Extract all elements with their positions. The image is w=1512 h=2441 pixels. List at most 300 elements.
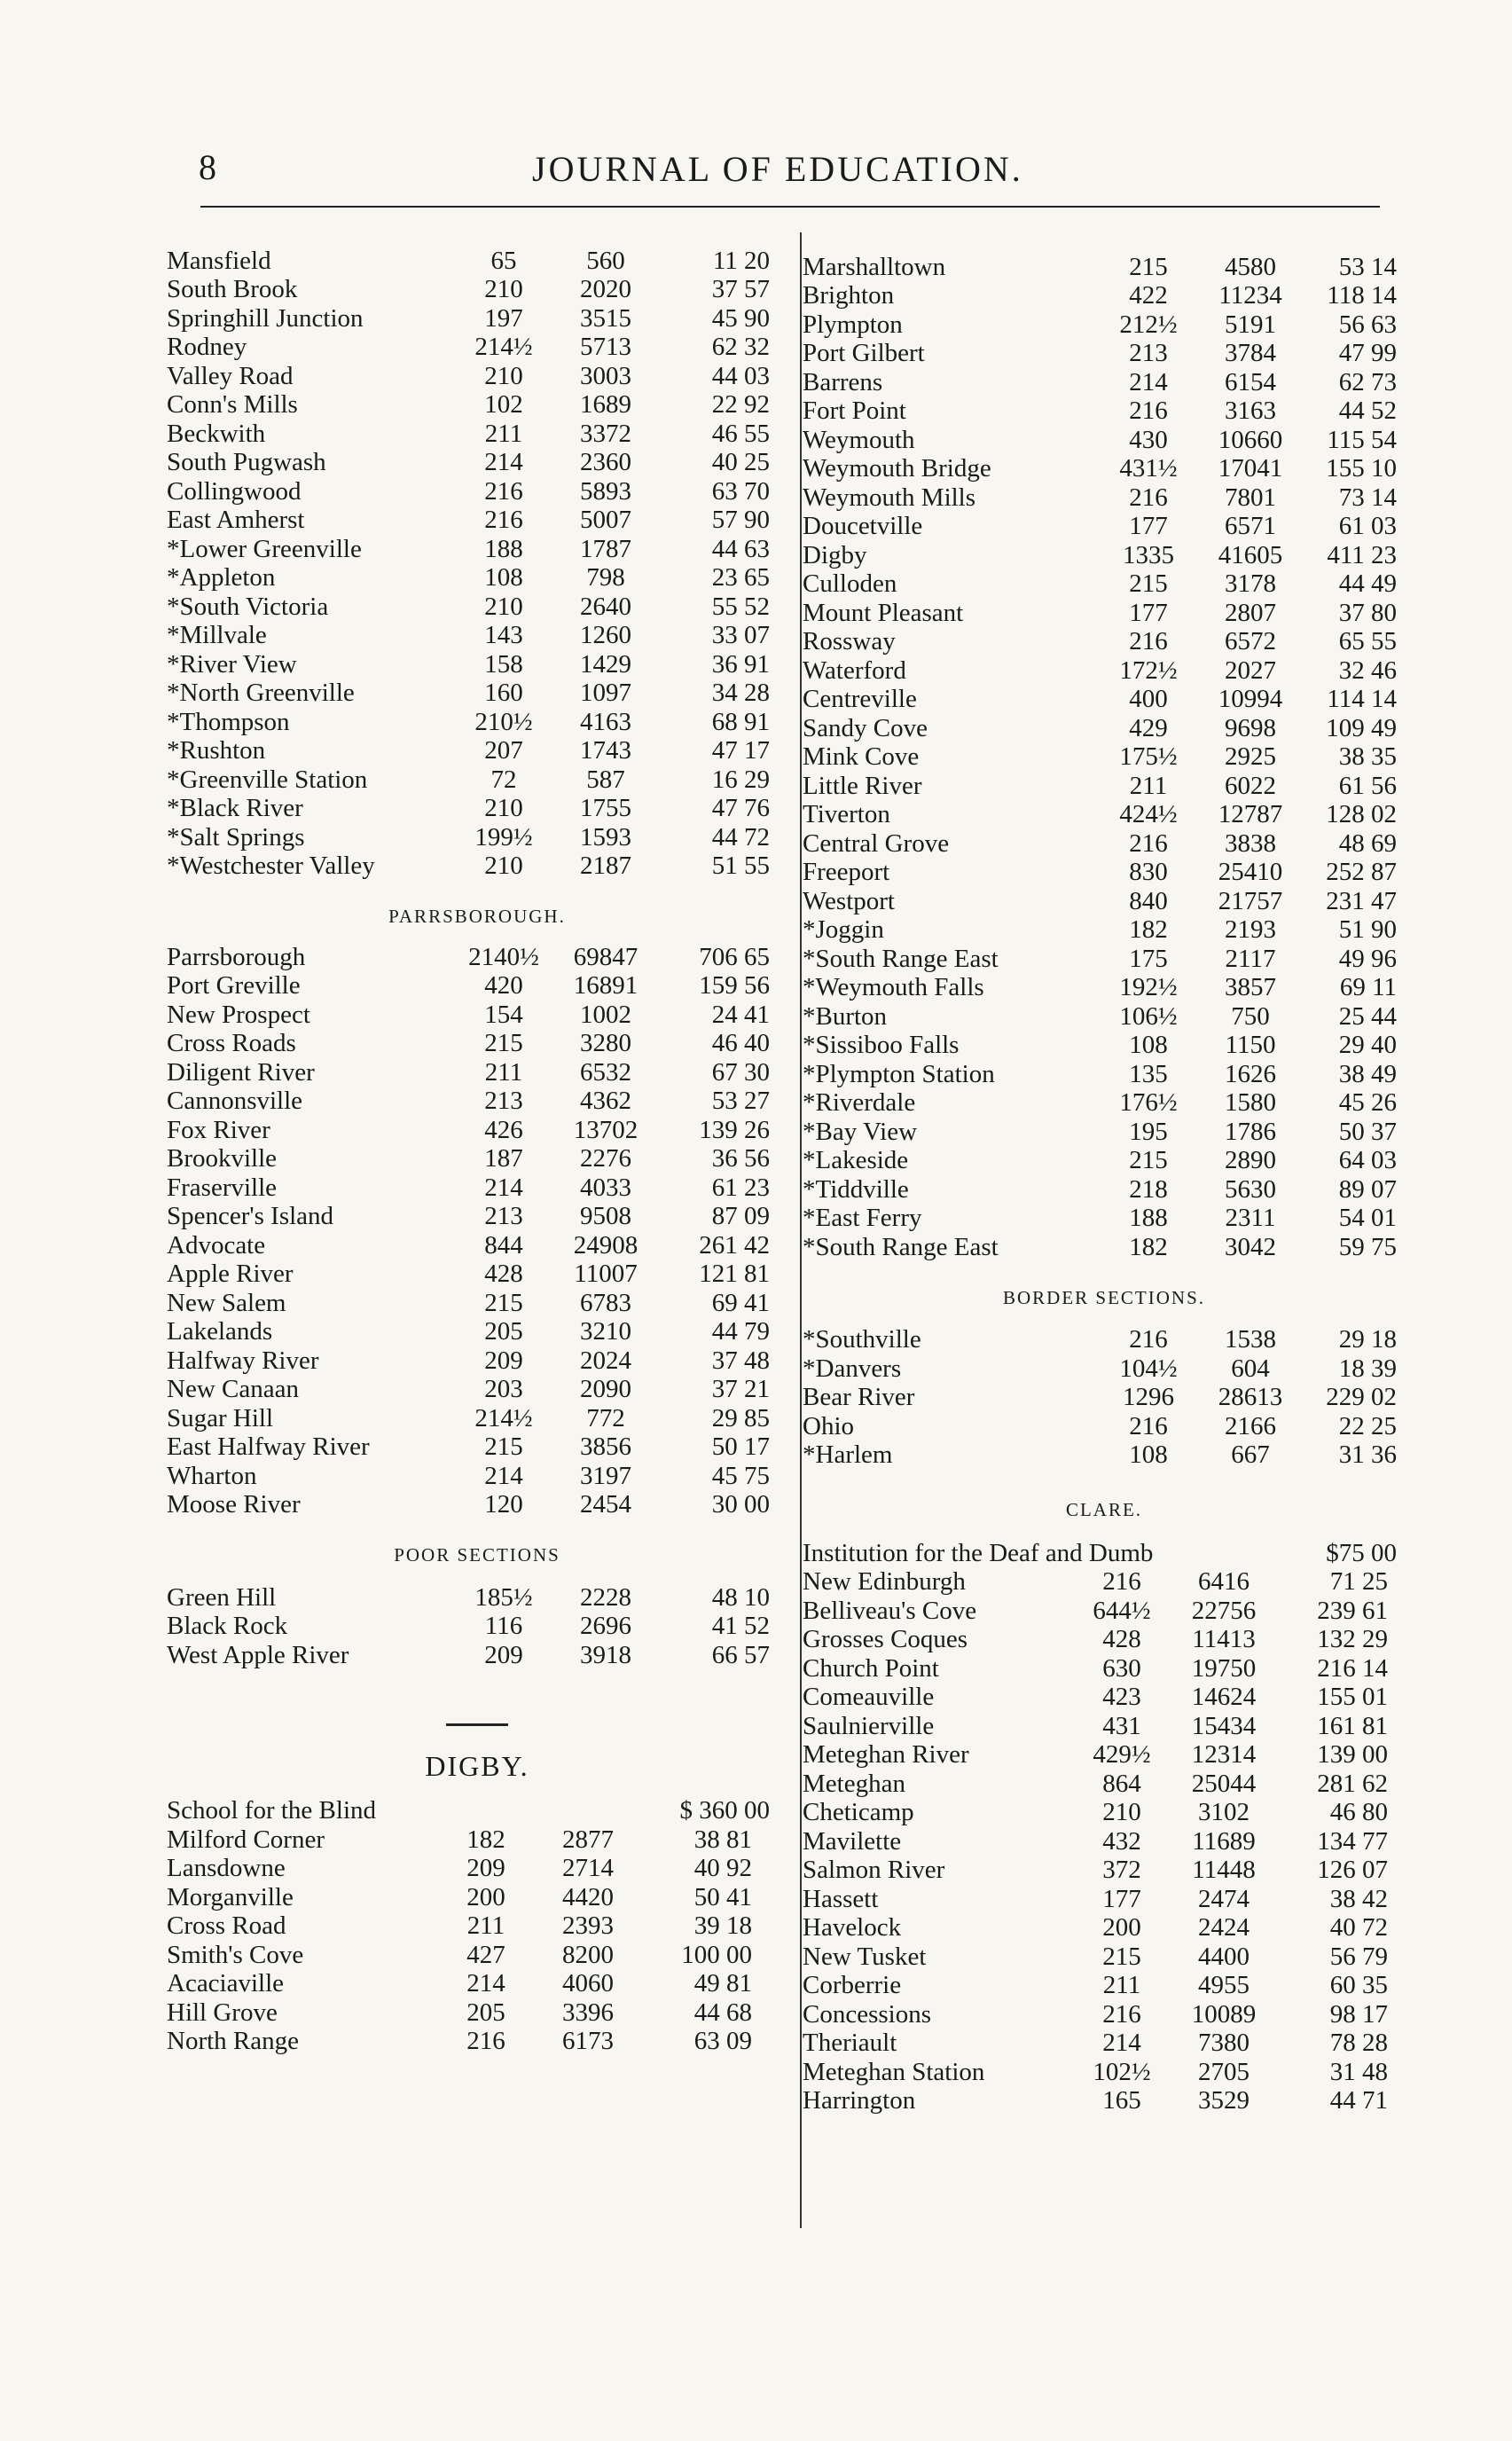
table-row [803, 1914, 1406, 1943]
row-name: New Canaan [167, 1375, 299, 1404]
table-row [167, 1462, 787, 1491]
row-value-2: 13702 [573, 1115, 638, 1144]
row-name: Waterford [803, 655, 906, 685]
row-name: Hill Grove [167, 1998, 278, 2027]
table-row [167, 247, 787, 276]
row-name: Weymouth Mills [803, 483, 976, 512]
row-value-3: 25 44 [1338, 1001, 1397, 1031]
row-value-2: 3838 [1225, 828, 1276, 858]
table-row [167, 1376, 787, 1405]
table-row [803, 1060, 1406, 1089]
row-name: *Lakeside [803, 1146, 909, 1175]
row-value-1: 372 [1102, 1856, 1141, 1885]
row-value-3: 100 00 [681, 1940, 752, 1969]
row-value-1: 177 [1129, 598, 1168, 627]
row-value-1: 210 [484, 275, 523, 304]
row-value-2: 3529 [1198, 2086, 1250, 2115]
table-row [167, 304, 787, 334]
row-value-2: 15434 [1191, 1711, 1257, 1740]
row-name: *Westchester Valley [167, 852, 375, 881]
table-row [803, 714, 1406, 743]
row-value-3: 44 71 [1329, 2086, 1388, 2115]
row-value-3: 63 09 [693, 2027, 752, 2056]
table-row [167, 391, 787, 420]
row-value-3: 45 90 [711, 303, 770, 333]
row-value-1: 2140½ [468, 942, 539, 971]
row-name: Central Grove [803, 828, 950, 858]
row-value-3: 87 09 [711, 1202, 770, 1231]
row-name: Barrens [803, 367, 883, 396]
row-value-1: 427 [466, 1940, 505, 1969]
row-value-3: 47 99 [1338, 339, 1397, 368]
row-value-1: 430 [1129, 425, 1168, 454]
row-name: Valley Road [167, 361, 294, 390]
row-value-3: 46 40 [711, 1029, 770, 1058]
row-name: New Tusket [803, 1942, 927, 1971]
row-value-3: 155 01 [1317, 1683, 1388, 1712]
row-name: *North Greenville [167, 679, 355, 708]
row-value-2: 6154 [1225, 367, 1276, 396]
row-value-2: 560 [586, 246, 625, 275]
row-value-3: 64 03 [1338, 1146, 1397, 1175]
row-value-3: 24 41 [711, 1000, 770, 1029]
table-row [803, 1741, 1406, 1770]
table-row [167, 477, 787, 506]
row-value-3: 50 17 [711, 1432, 770, 1462]
row-value-1: 210 [484, 852, 523, 881]
table-row [167, 535, 787, 564]
row-value-1: 135 [1129, 1059, 1168, 1088]
page-header [0, 146, 1512, 200]
row-value-3: 37 57 [711, 275, 770, 304]
row-name: *Harlem [803, 1440, 893, 1470]
row-value-2: 1580 [1225, 1088, 1276, 1118]
row-value-1: 209 [484, 1640, 523, 1669]
table-row [167, 943, 787, 972]
row-value-1: 214 [484, 448, 523, 477]
poor-sections-heading: POOR SECTIONS [394, 1544, 560, 1566]
row-name: *Weymouth Falls [803, 973, 984, 1002]
row-name: Church Point [803, 1653, 939, 1683]
table-row [167, 1116, 787, 1145]
row-value-2: 11413 [1192, 1625, 1256, 1654]
row-value-3: 49 96 [1338, 944, 1397, 973]
row-value-2: 798 [586, 563, 625, 593]
row-value-2: 2714 [562, 1854, 614, 1883]
row-name: Green Hill [167, 1582, 277, 1612]
row-value-3: 59 75 [1338, 1232, 1397, 1261]
row-value-1: 211 [484, 419, 523, 448]
row-value-3: 61 23 [711, 1173, 770, 1202]
table-row [803, 2029, 1406, 2059]
row-name: Lakelands [167, 1317, 273, 1346]
row-name: Sugar Hill [167, 1403, 274, 1432]
row-value-1: 429 [1129, 713, 1168, 742]
row-value-1: 216 [1129, 627, 1168, 656]
row-value-3: 134 77 [1317, 1826, 1388, 1856]
row-name: Mount Pleasant [803, 598, 964, 627]
row-name: Theriault [803, 2029, 897, 2058]
row-name: Smith's Cove [167, 1940, 304, 1969]
row-value-3: 159 56 [699, 971, 770, 1001]
row-value-1: 160 [484, 679, 523, 708]
row-value-2: 6022 [1225, 771, 1276, 800]
table-row [167, 1583, 787, 1613]
row-value-3: 34 28 [711, 679, 770, 708]
table-row [803, 397, 1406, 427]
row-value-2: 1429 [580, 649, 631, 679]
row-name: Grosses Coques [803, 1625, 968, 1654]
row-value-1: 432 [1102, 1826, 1141, 1856]
row-name: School for the Blind [167, 1796, 377, 1825]
row-value-3: 32 46 [1338, 655, 1397, 685]
row-name: Apple River [167, 1260, 294, 1289]
blind-school-row [167, 1797, 787, 1826]
row-value-2: 2117 [1225, 944, 1276, 973]
row-name: Corberrie [803, 1971, 902, 2000]
row-name: *Thompson [167, 707, 290, 736]
row-name: New Edinburgh [803, 1567, 966, 1597]
row-value-1: 207 [484, 736, 523, 765]
table-row [803, 1770, 1406, 1799]
row-value-1: 212½ [1119, 310, 1178, 339]
column-divider [800, 232, 802, 2228]
row-value-1: 176½ [1119, 1088, 1178, 1118]
row-name: *South Victoria [167, 592, 329, 621]
row-name: *Sissiboo Falls [803, 1031, 960, 1060]
row-value-2: 2360 [580, 448, 631, 477]
table-row [803, 1032, 1406, 1061]
row-value-1: 426 [484, 1115, 523, 1144]
row-value-2: 3784 [1225, 339, 1276, 368]
row-name: Weymouth Bridge [803, 454, 991, 483]
row-value-1: 210 [1102, 1798, 1141, 1827]
row-value-1: 214 [466, 1969, 505, 1998]
row-value-2: 4400 [1198, 1942, 1250, 1971]
row-value-1: 182 [466, 1825, 505, 1854]
row-value-1: 210 [484, 361, 523, 390]
row-name: *Riverdale [803, 1088, 916, 1118]
row-value-2: 11007 [574, 1260, 638, 1289]
row-value-1: 830 [1129, 858, 1168, 887]
row-value-3: 44 72 [711, 822, 770, 852]
row-name: *Millvale [167, 621, 267, 650]
row-value-2: 3372 [580, 419, 631, 448]
row-value-3: 66 57 [711, 1640, 770, 1669]
table-row [803, 1002, 1406, 1032]
row-value-3: 128 02 [1326, 800, 1397, 829]
row-value-3: 29 18 [1338, 1325, 1397, 1354]
table-row [167, 1001, 787, 1030]
row-value-1: 195 [1129, 1117, 1168, 1146]
row-value-2: 6572 [1225, 627, 1276, 656]
row-name: *South Range East [803, 1232, 999, 1261]
row-value-3: 23 65 [711, 563, 770, 593]
table-row [803, 2000, 1406, 2029]
row-value-2: 1626 [1225, 1059, 1276, 1088]
row-name: Diligent River [167, 1057, 315, 1087]
row-value-1: 216 [1102, 1999, 1141, 2029]
row-value-2: 2454 [580, 1490, 631, 1519]
row-name: Collingwood [167, 476, 302, 506]
row-name: Cannonsville [167, 1087, 303, 1116]
row-value-2: 9698 [1225, 713, 1276, 742]
table-row [167, 1087, 787, 1117]
row-value-1: 185½ [474, 1582, 533, 1612]
row-value-1: 215 [484, 1288, 523, 1317]
row-value-1: 424½ [1119, 800, 1178, 829]
page-number: 8 [199, 147, 216, 187]
row-value-1: 211 [1129, 771, 1168, 800]
row-value-1: 428 [484, 1260, 523, 1289]
row-value-3: 45 75 [711, 1461, 770, 1490]
row-value-1: 182 [1129, 1232, 1168, 1261]
row-name: *Danvers [803, 1354, 902, 1383]
row-value-2: 772 [586, 1403, 625, 1432]
row-value-2: 10994 [1218, 685, 1283, 714]
row-value-1: 211 [484, 1057, 523, 1087]
row-value-2: 5713 [580, 333, 631, 362]
row-value-2: 4420 [562, 1882, 614, 1911]
table-row [167, 1941, 787, 1970]
row-value-2: 3042 [1225, 1232, 1276, 1261]
row-name: *Appleton [167, 563, 276, 593]
row-value-3: 126 07 [1317, 1856, 1388, 1885]
row-value-3: 46 55 [711, 419, 770, 448]
row-name: East Halfway River [167, 1432, 370, 1462]
row-name: East Amherst [167, 506, 305, 535]
row-name: *Black River [167, 794, 303, 823]
row-value-2: 4955 [1198, 1971, 1250, 2000]
table-row [803, 916, 1406, 946]
row-value-2: 1260 [580, 621, 631, 650]
row-value-2: 6416 [1198, 1567, 1250, 1597]
row-value-3: 18 39 [1338, 1354, 1397, 1383]
table-row [167, 1404, 787, 1433]
row-value-3: 65 55 [1338, 627, 1397, 656]
row-name: Conn's Mills [167, 390, 298, 420]
row-value-3: 40 72 [1329, 1913, 1388, 1943]
row-value-1: 211 [1102, 1971, 1141, 2000]
row-value-3: 50 41 [693, 1882, 752, 1911]
row-name: Acaciaville [167, 1969, 285, 1998]
row-value-2: 2890 [1225, 1146, 1276, 1175]
row-value-2: 6783 [580, 1288, 631, 1317]
row-name: *South Range East [803, 944, 999, 973]
row-value-1: 175 [1129, 944, 1168, 973]
row-name: Digby [803, 540, 867, 569]
table-row [803, 599, 1406, 628]
row-value-2: 6532 [580, 1057, 631, 1087]
row-value-1: 1335 [1123, 540, 1174, 569]
row-value-3: 411 23 [1327, 540, 1397, 569]
row-value-2: 2807 [1225, 598, 1276, 627]
row-name: *Southville [803, 1325, 921, 1354]
table-row [803, 1856, 1406, 1886]
row-value-1: 214½ [474, 1403, 533, 1432]
clare-section [803, 1568, 1406, 2116]
table-row [803, 1354, 1406, 1384]
row-value-3: 706 65 [699, 942, 770, 971]
table-row [167, 852, 787, 882]
row-value-2: 1150 [1225, 1031, 1276, 1060]
row-value-1: 644½ [1093, 1596, 1151, 1625]
row-value-1: 429½ [1093, 1740, 1151, 1770]
row-name: Fox River [167, 1115, 270, 1144]
row-value-2: 3515 [580, 303, 631, 333]
row-value-1: 216 [484, 506, 523, 535]
table-row [167, 1970, 787, 1999]
row-value-1: 143 [484, 621, 523, 650]
row-value-2: 3856 [580, 1432, 631, 1462]
row-name: Spencer's Island [167, 1202, 334, 1231]
table-row [803, 1147, 1406, 1176]
row-value-1: 106½ [1119, 1001, 1178, 1031]
table-row [803, 656, 1406, 686]
row-name: Black Rock [167, 1612, 288, 1641]
deaf-institution-row [803, 1539, 1406, 1568]
row-value-2: 4033 [580, 1173, 631, 1202]
row-value-2: 5630 [1225, 1174, 1276, 1204]
row-value-3: 11 20 [712, 246, 770, 275]
row-value-3: 49 81 [693, 1969, 752, 1998]
row-name: Freeport [803, 858, 890, 887]
row-name: Rodney [167, 333, 247, 362]
row-name: Lansdowne [167, 1854, 286, 1883]
row-name: Belliveau's Cove [803, 1596, 977, 1625]
row-name: Bear River [803, 1383, 915, 1412]
row-value-1: 175½ [1119, 742, 1178, 772]
row-value-2: 21757 [1218, 886, 1283, 915]
row-value-1: 200 [466, 1882, 505, 1911]
row-value-2: 604 [1231, 1354, 1270, 1383]
row-value-1: 72 [490, 765, 517, 794]
row-value-1: 423 [1102, 1683, 1141, 1712]
row-name: Advocate [167, 1230, 266, 1260]
row-value-3: 38 35 [1338, 742, 1397, 772]
row-value-1: 188 [484, 534, 523, 563]
row-name: Halfway River [167, 1346, 319, 1375]
clare-heading: CLARE. [1065, 1499, 1143, 1520]
row-name: Moose River [167, 1490, 301, 1519]
row-name: *Rushton [167, 736, 266, 765]
row-value-1: 210½ [474, 707, 533, 736]
row-value-3: 50 37 [1338, 1117, 1397, 1146]
table-row [167, 420, 787, 449]
table-row [803, 1384, 1406, 1413]
row-value-2: 12314 [1191, 1740, 1257, 1770]
table-row [803, 686, 1406, 715]
row-value-1: 1296 [1123, 1383, 1174, 1412]
row-value-2: 1755 [580, 794, 631, 823]
row-value-2: 2705 [1198, 2057, 1250, 2086]
table-row [803, 1885, 1406, 1914]
right-column [803, 253, 1406, 2115]
row-name: *Greenville Station [167, 765, 368, 794]
border-sections-heading: BORDER SECTIONS. [1002, 1286, 1206, 1308]
row-value-3: 38 49 [1338, 1059, 1397, 1088]
row-name: New Prospect [167, 1000, 310, 1029]
row-value-2: 10660 [1218, 425, 1283, 454]
table-row [803, 1684, 1406, 1713]
table-row [803, 1412, 1406, 1441]
row-value-1: 187 [484, 1144, 523, 1173]
row-value-1: 108 [484, 563, 523, 593]
row-value-3: 73 14 [1338, 483, 1397, 512]
table-row [803, 1568, 1406, 1597]
row-value-3: 39 18 [693, 1911, 752, 1941]
row-value-1: 215 [1129, 252, 1168, 281]
row-value-2: 24908 [573, 1230, 638, 1260]
row-value-3: 69 41 [711, 1288, 770, 1317]
row-value-3: 69 11 [1339, 973, 1397, 1002]
row-value-3: 57 90 [711, 506, 770, 535]
row-name: Institution for the Deaf and Dumb [803, 1538, 1154, 1567]
row-value-3: 67 30 [711, 1057, 770, 1087]
row-value-3: 37 21 [711, 1375, 770, 1404]
table-row [803, 1441, 1406, 1471]
row-value-2: 5007 [580, 506, 631, 535]
table-row [167, 593, 787, 622]
row-value-2: 25044 [1191, 1769, 1257, 1798]
row-value-1: 400 [1129, 685, 1168, 714]
row-value-2: 667 [1231, 1440, 1270, 1470]
row-value-2: 19750 [1191, 1653, 1257, 1683]
row-value-3: 44 79 [711, 1317, 770, 1346]
row-value-1: 216 [1102, 1567, 1141, 1597]
left-column [167, 247, 787, 2056]
row-value-1: 213 [484, 1202, 523, 1231]
table-row [167, 1203, 787, 1232]
row-name: Centreville [803, 685, 917, 714]
row-name: *Bay View [803, 1117, 918, 1146]
table-row [803, 1118, 1406, 1147]
row-value-1: 215 [1129, 1146, 1168, 1175]
row-value-1: 216 [1129, 483, 1168, 512]
row-name: Port Gilbert [803, 339, 925, 368]
row-value-1: 420 [484, 971, 523, 1001]
row-value-1: 154 [484, 1000, 523, 1029]
row-value-2: 41605 [1218, 540, 1283, 569]
table-row [803, 1827, 1406, 1856]
row-value-1: 205 [466, 1998, 505, 2027]
row-value-3: 53 27 [711, 1087, 770, 1116]
row-value-3: 114 14 [1327, 685, 1397, 714]
row-value-2: 7801 [1225, 483, 1276, 512]
row-name: Mansfield [167, 246, 271, 275]
table-row [803, 483, 1406, 513]
table-row [167, 1825, 787, 1855]
row-name: Westport [803, 886, 895, 915]
parrsborough-section [167, 943, 787, 1519]
row-value-2: 2228 [580, 1582, 631, 1612]
row-name: Port Greville [167, 971, 301, 1001]
row-value-3: 115 54 [1327, 425, 1397, 454]
row-value-1: 216 [1129, 1325, 1168, 1354]
row-name: Meteghan Station [803, 2057, 985, 2086]
row-name: New Salem [167, 1288, 286, 1317]
row-value-1: 102 [484, 390, 523, 420]
table-row [167, 449, 787, 478]
row-value-1: 215 [484, 1029, 523, 1058]
row-value-1: 213 [484, 1087, 523, 1116]
row-name: Springhill Junction [167, 303, 364, 333]
row-name: Meteghan River [803, 1740, 969, 1770]
table-row [167, 1855, 787, 1884]
row-value-3: 216 14 [1317, 1653, 1388, 1683]
row-value-1: 172½ [1119, 655, 1178, 685]
digby-heading: DIGBY. [425, 1749, 529, 1782]
